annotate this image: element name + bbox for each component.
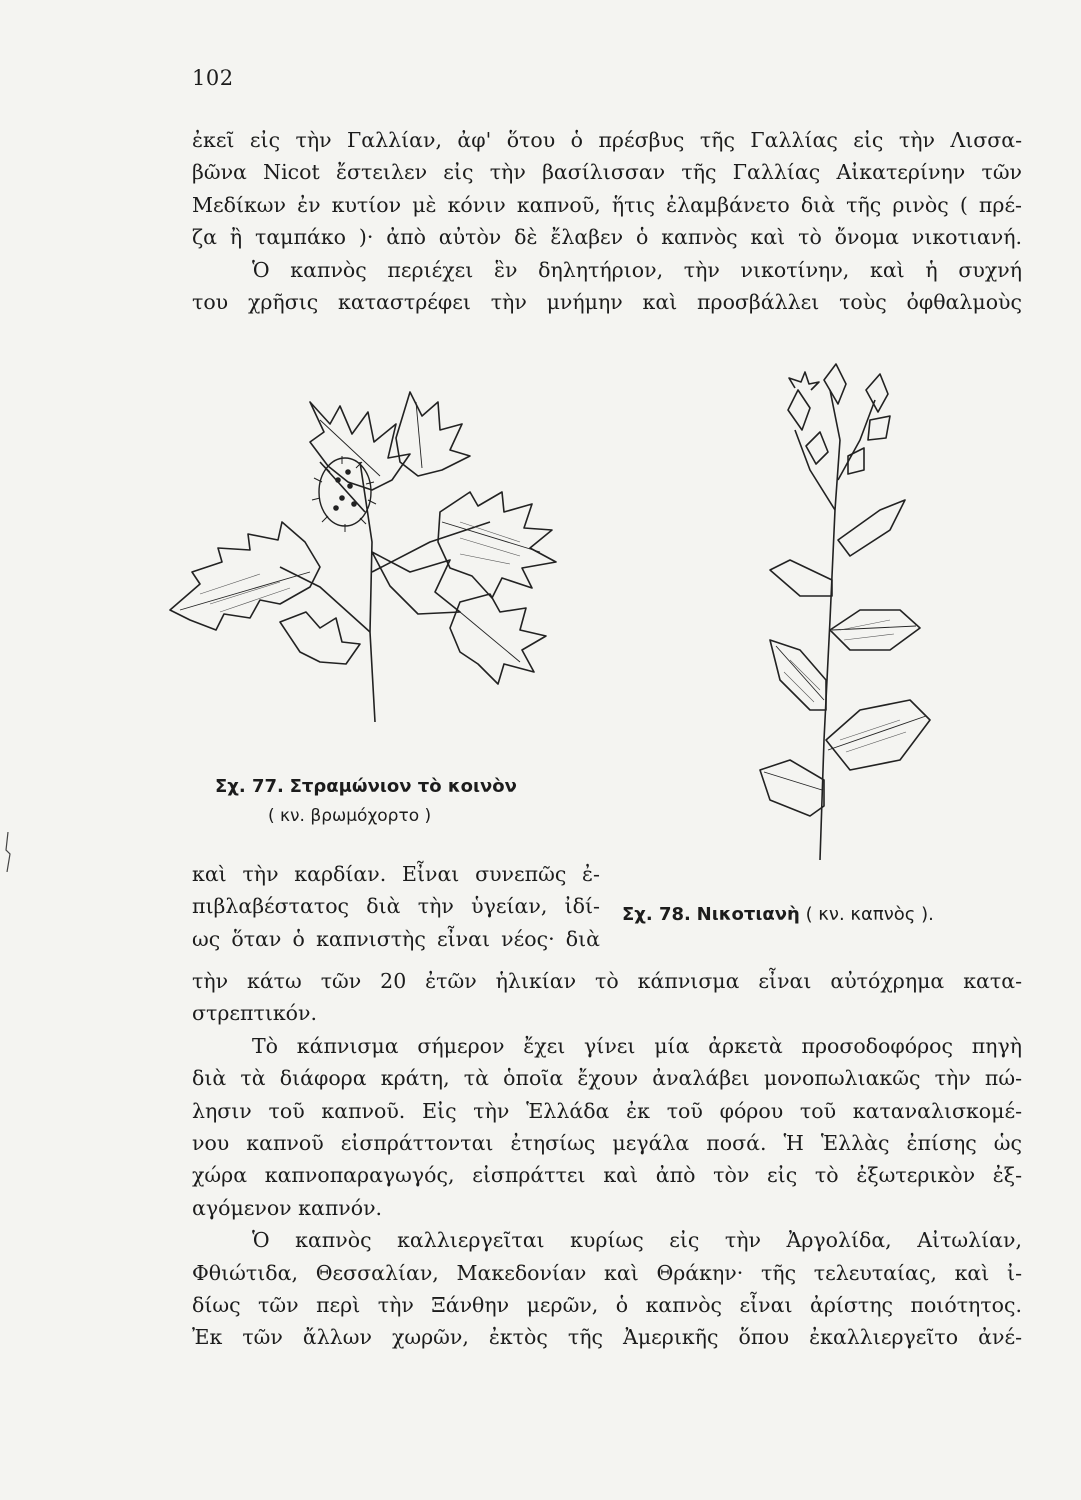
text-line: ως ὅταν ὁ καπνιστὴς εἶναι νέος· διὰ xyxy=(192,926,600,951)
text-line: αγόμενον καπνόν. xyxy=(192,1195,383,1220)
figure-78-caption xyxy=(622,904,934,925)
text-line: ἐκεῖ εἰς τὴν Γαλλίαν, ἀφ' ὅτου ὁ πρέσβυς τῆς Γαλλίας εἰς τὴν Λισσα- xyxy=(192,128,1022,152)
text-line: στρεπτικόν. xyxy=(192,1001,317,1026)
text-line: λησιν τοῦ καπνοῦ. Εἰς τὴν Ἑλλάδα ἐκ τοῦ φόρου τοῦ καταναλισκομέ- xyxy=(192,1098,1022,1123)
text-line: νου καπνοῦ εἰσπράττονται ἐτησίως μεγάλα ποσά. Ἡ Ἑλλὰς ἐπίσης ὡς xyxy=(192,1131,1022,1156)
figure-77-title: Στραμώνιον τὸ κοινὸν xyxy=(289,776,517,797)
figure-77-caption xyxy=(215,776,517,797)
figure-77-label: Σχ. 77. xyxy=(215,776,284,797)
text-line: Φθιώτιδα, Θεσσαλίαν, Μακεδονίαν καὶ Θράκην· τῆς τελευταίας, καὶ ἰ- xyxy=(192,1260,1022,1285)
text-line: του χρῆσις καταστρέφει τὴν μνήμην καὶ προσβάλλει τοὺς ὀφθαλμοὺς xyxy=(192,290,1022,315)
text-line: βῶνα Nicot ἔστειλεν εἰς τὴν βασίλισσαν τῆς Γαλλίας Αἰκατερίνην τῶν xyxy=(192,160,1022,185)
figure-77-subcaption: ( κν. βρωμόχορτο ) xyxy=(268,806,432,826)
text-line: Ὁ καπνὸς περιέχει ἓν δηλητήριον, τὴν νικοτίνην, καὶ ἡ συχνή xyxy=(252,257,1022,282)
middle-paragraph xyxy=(192,858,600,955)
margin-mark xyxy=(2,832,14,872)
text-line: Ὁ καπνὸς καλλιεργεῖται κυρίως εἰς τὴν Ἀργολίδα, Αἰτωλίαν, xyxy=(252,1228,1022,1253)
text-line: χώρα καπνοπαραγωγός, εἰσπράττει καὶ ἀπὸ τὸν εἰς τὸ ἐξωτερικὸν ἐξ- xyxy=(192,1163,1022,1188)
stramonium-illustration xyxy=(160,372,610,732)
text-line: διὰ τὰ διάφορα κράτη, τὰ ὁποῖα ἔχουν ἀναλάβει μονοπωλιακῶς τὴν πώ- xyxy=(192,1066,1022,1091)
top-paragraph xyxy=(192,124,1022,318)
text-line: πιβλαβέστατος διὰ τὴν ὑγείαν, ἰδί- xyxy=(192,894,600,919)
page-number: 102 xyxy=(192,66,234,90)
figure-78-subcaption: ( κν. καπνὸς ). xyxy=(805,904,934,925)
text-line: Τὸ κάπνισμα σήμερον ἔχει γίνει μία ἀρκετὰ προσοδοφόρος πηγὴ xyxy=(252,1033,1022,1058)
bottom-paragraphs xyxy=(192,965,1022,1354)
text-line: δίως τῶν περὶ τὴν Ξάνθην μερῶν, ὁ καπνὸς εἶναι ἀρίστης ποιότητος. xyxy=(192,1293,1022,1318)
text-line: ζα ἢ ταμπάκο )· ἀπὸ αὐτὸν δὲ ἔλαβεν ὁ καπνὸς καὶ τὸ ὄνομα νικοτιανή. xyxy=(192,225,1022,250)
text-line: Μεδίκων ἐν κυτίον μὲ κόνιν καπνοῦ, ἥτις ἐλαμβάνετο διὰ τῆς ρινὸς ( πρέ- xyxy=(192,192,1022,217)
figure-78-label: Σχ. 78. xyxy=(622,904,691,925)
tobacco-illustration xyxy=(740,360,940,880)
text-line: καὶ τὴν καρδίαν. Εἶναι συνεπῶς ἐ- xyxy=(192,862,600,886)
text-line: τὴν κάτω τῶν 20 ἐτῶν ἡλικίαν τὸ κάπνισμα εἶναι αὐτόχρημα κατα- xyxy=(192,969,1022,993)
text-line: Ἐκ τῶν ἄλλων χωρῶν, ἐκτὸς τῆς Ἀμερικῆς ὅπου ἐκαλλιεργεῖτο ἀνέ- xyxy=(192,1325,1022,1350)
figure-78-title: Νικοτιανὴ xyxy=(696,904,800,925)
